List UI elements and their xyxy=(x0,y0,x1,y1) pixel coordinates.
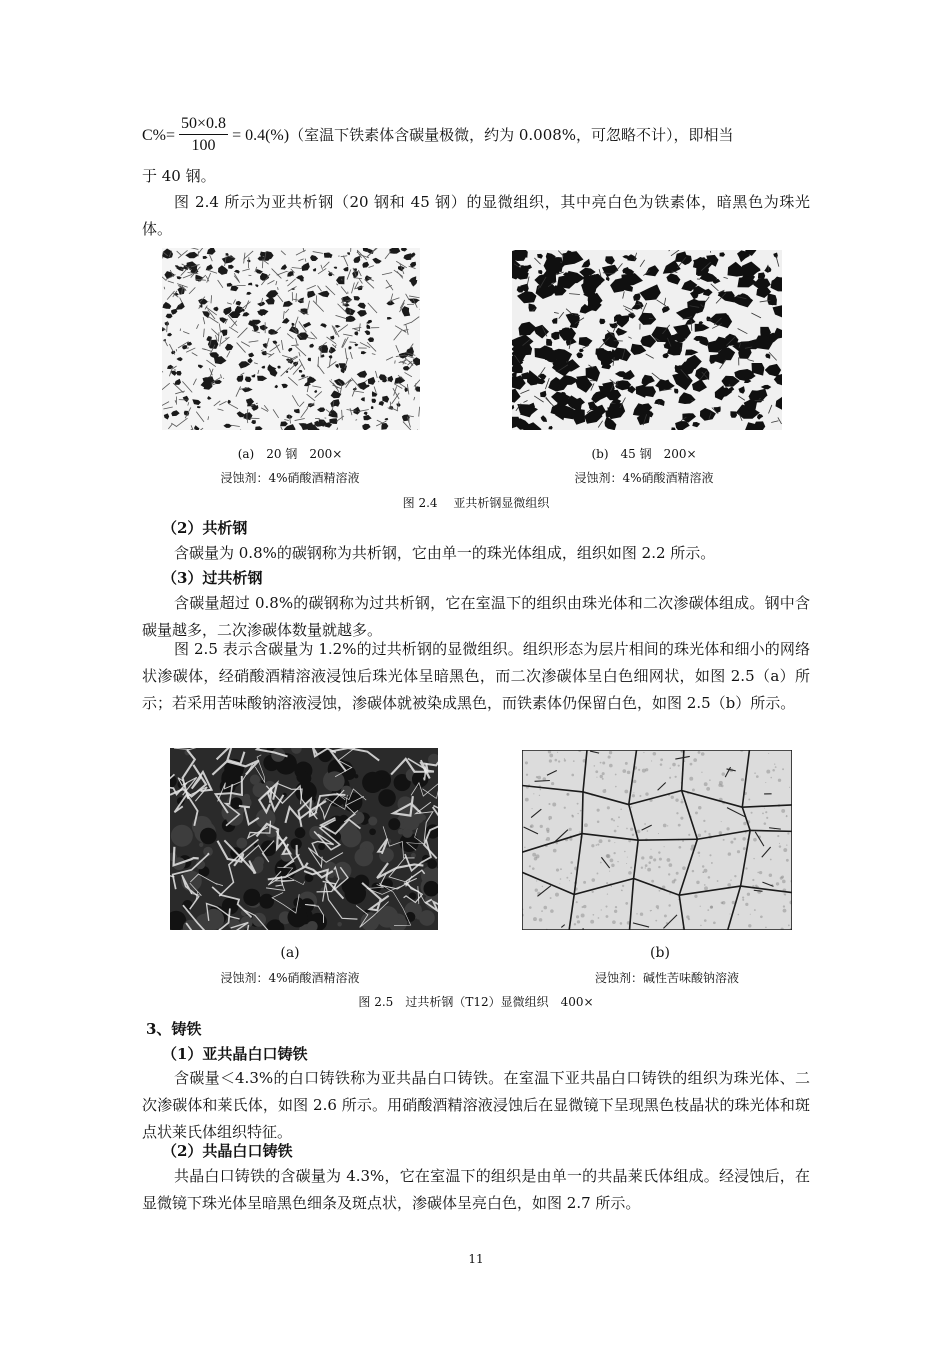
figure-etchant: 浸蚀剂：4%硝酸酒精溶液 xyxy=(220,471,360,485)
figure-label: (b) 45 钢 200× xyxy=(591,447,697,461)
micrograph-45-steel xyxy=(512,250,782,430)
figure-caption: 图 2.5 过共析钢（T12）显微组织 400× xyxy=(358,995,594,1009)
section-heading: （2）共晶白口铸铁 xyxy=(162,1142,293,1160)
figure-etchant: 浸蚀剂：4%硝酸酒精溶液 xyxy=(574,471,714,485)
figure-caption: 图 2.4 亚共析钢显微组织 xyxy=(402,496,550,510)
formula-fraction xyxy=(179,114,228,157)
figure-etchant: 浸蚀剂：4%硝酸酒精溶液 xyxy=(220,971,360,985)
page-number: 11 xyxy=(468,1252,484,1266)
section-heading: （2）共析钢 xyxy=(162,519,248,537)
figure-label: (a) xyxy=(280,945,300,961)
carbon-formula xyxy=(142,114,810,157)
micrograph-t12-picrate xyxy=(522,750,792,930)
figure-label: (a) 20 钢 200× xyxy=(237,447,343,461)
section-heading: 3、铸铁 xyxy=(146,1020,202,1038)
paragraph: 含碳量为 0.8%的碳钢称为共析钢，它由单一的珠光体组成，组织如图 2.2 所示。 xyxy=(174,544,716,562)
figure-label: (b) xyxy=(650,945,670,961)
formula-lhs: C%= xyxy=(142,127,176,144)
figure-etchant: 浸蚀剂：碱性苦味酸钠溶液 xyxy=(594,971,739,985)
micrograph-t12-nital xyxy=(170,748,438,930)
paragraph: 含碳量超过 0.8%的碳钢称为过共析钢，它在室温下的组织由珠光体和二次渗碳体组成。钢中含碳量越多，二次渗碳体数量就越多。 xyxy=(142,594,810,639)
paragraph: 于 40 钢。 xyxy=(142,167,216,185)
paragraph: 含碳量＜4.3%的白口铸铁称为亚共晶白口铸铁。在室温下亚共晶白口铸铁的组织为珠光体、二次渗碳体和莱氏体，如图 2.6 所示。用硝酸酒精溶液浸蚀后在显微镜下呈现黑色枝晶状的珠光体和斑点状莱氏体组织特征。 xyxy=(142,1069,810,1141)
paragraph: 图 2.4 所示为亚共析钢（20 钢和 45 钢）的显微组织，其中亮白色为铁素体，暗黑色为珠光体。 xyxy=(142,193,810,238)
formula-result: = 0.4(%) xyxy=(232,127,290,144)
formula-note: （室温下铁素体含碳量极微，约为 0.008%，可忽略不计），即相当 xyxy=(289,126,734,144)
section-heading: （1）亚共晶白口铸铁 xyxy=(162,1045,308,1063)
micrograph-20-steel xyxy=(162,248,420,430)
formula-denominator: 100 xyxy=(191,137,216,154)
paragraph: 图 2.5 表示含碳量为 1.2%的过共析钢的显微组织。组织形态为层片相间的珠光体和细小的网络状渗碳体，经硝酸酒精溶液浸蚀后珠光体呈暗黑色，而二次渗碳体呈白色细网状，如图 2.5（a）所示；若采用苦味酸钠溶液浸蚀，渗碳体就被染成黑色，而铁素体仍保留白色，如图 2.5（b）所示。 xyxy=(142,640,810,712)
paragraph: 共晶白口铸铁的含碳量为 4.3%，它在室温下的组织是由单一的共晶莱氏体组成。经浸蚀后，在显微镜下珠光体呈暗黑色细条及斑点状，渗碳体呈亮白色，如图 2.7 所示。 xyxy=(142,1167,810,1212)
section-heading: （3）过共析钢 xyxy=(162,569,263,587)
formula-numerator: 50×0.8 xyxy=(179,114,228,135)
